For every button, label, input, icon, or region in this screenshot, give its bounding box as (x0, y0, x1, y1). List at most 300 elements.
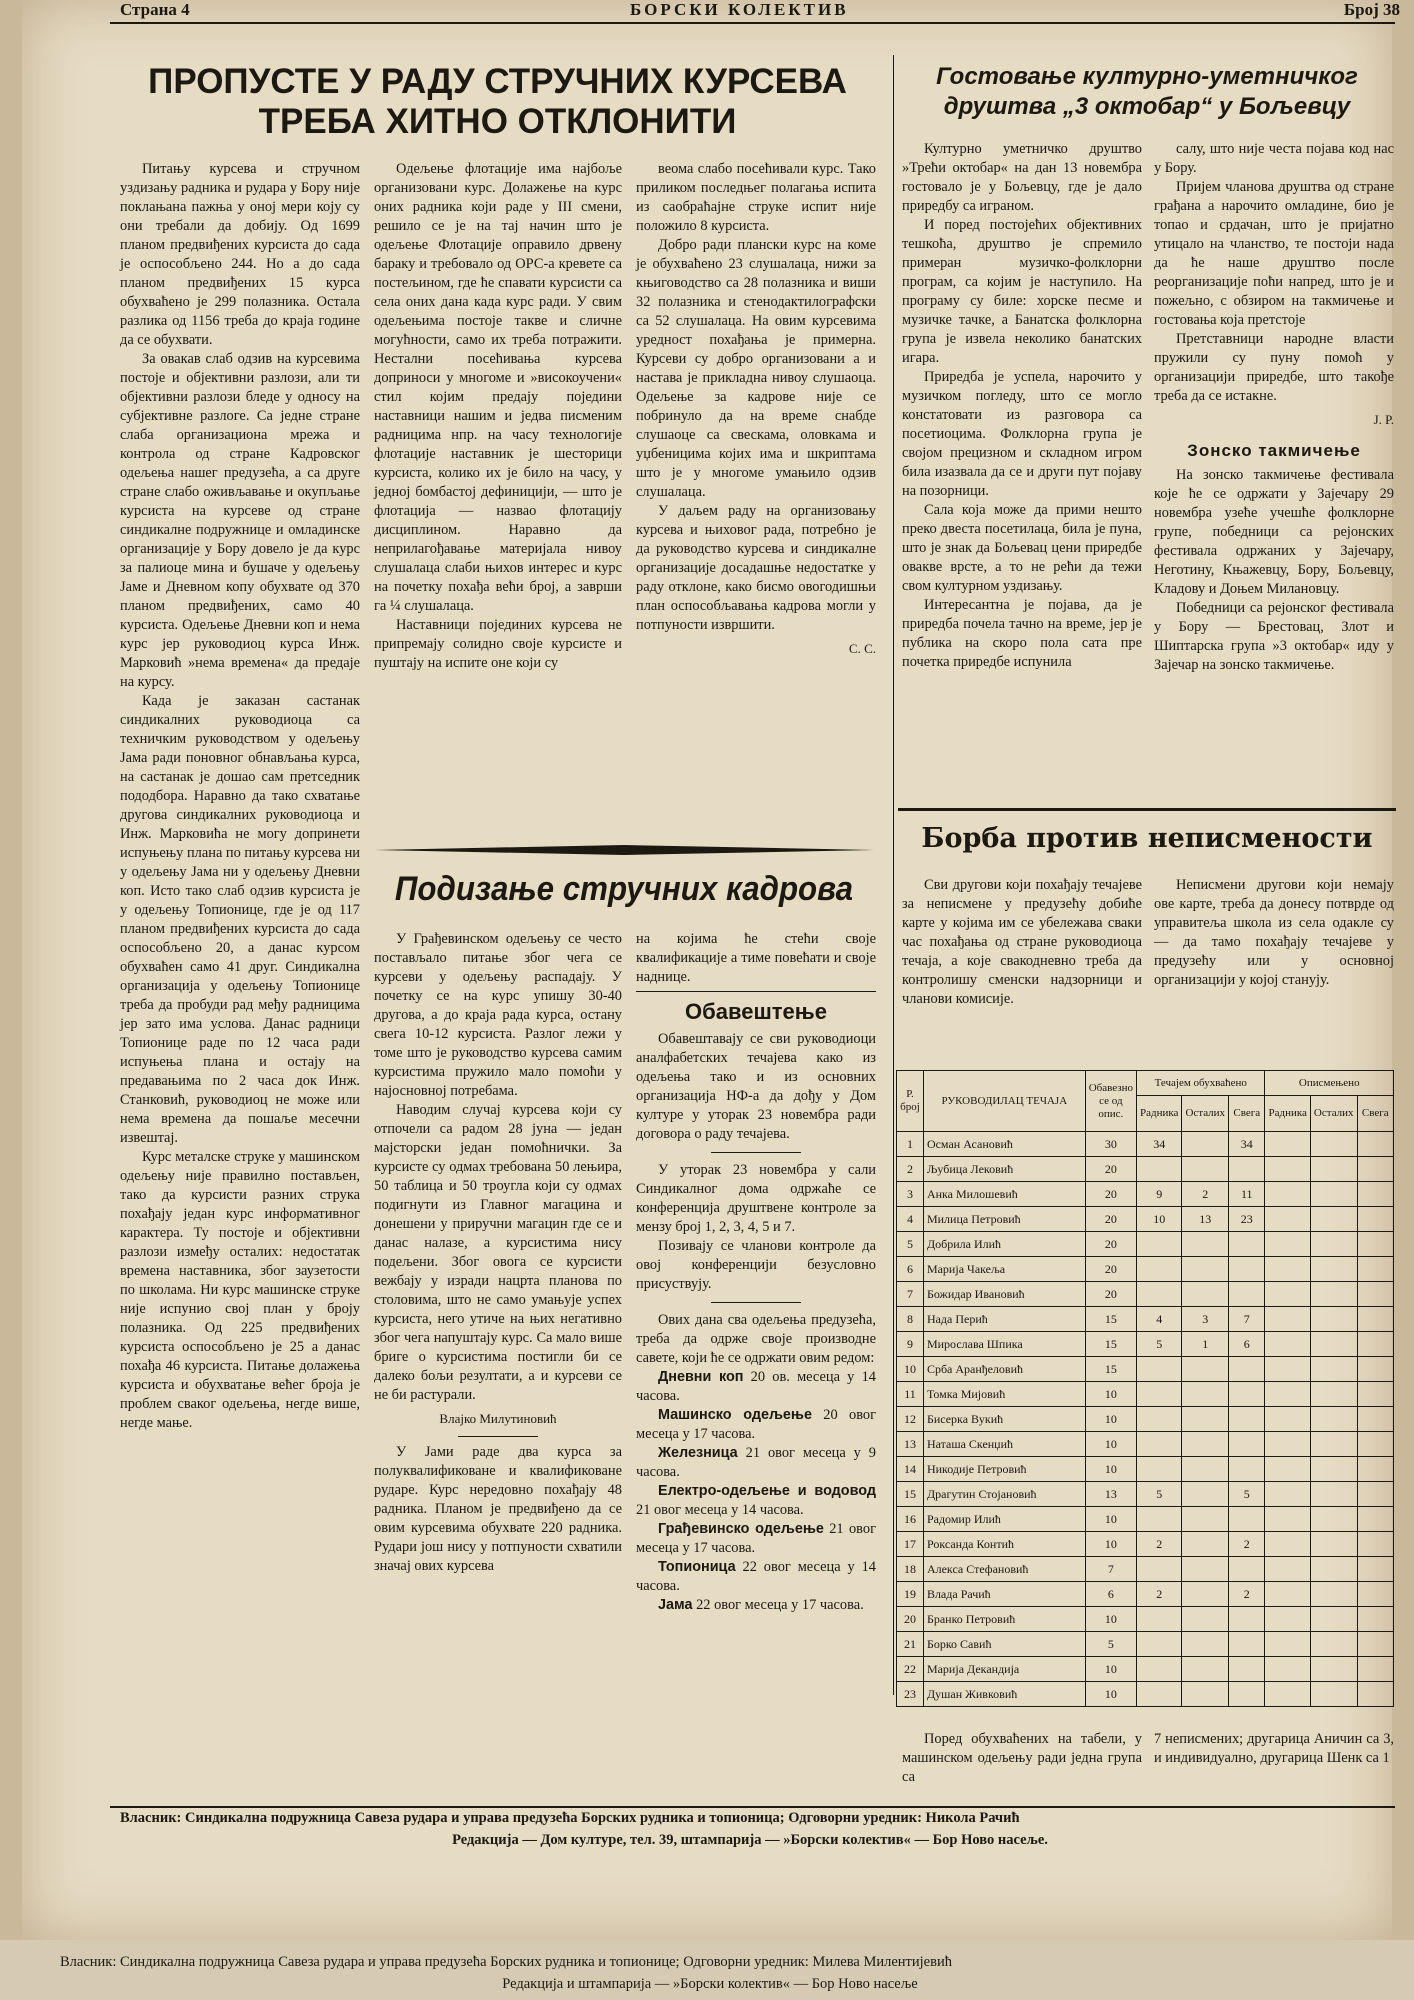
schedule-time: 21 овог месеца у 17 часова. (636, 1521, 876, 1556)
zonal-title: Зонско такмичење (1187, 441, 1361, 460)
table-cell-count: 10 (1085, 1682, 1136, 1707)
table-cell-empty (1310, 1607, 1357, 1632)
table-cell-empty (1357, 1407, 1393, 1432)
th-sub: Осталих (1310, 1096, 1357, 1132)
table-cell-empty (1310, 1582, 1357, 1607)
table-cell-name: Борко Савић (923, 1632, 1085, 1657)
literacy-col2 (1154, 876, 1394, 990)
table-cell-c (1229, 1507, 1265, 1532)
table-cell-no: 22 (897, 1657, 924, 1682)
table-cell-b (1182, 1682, 1229, 1707)
table-cell-name: Марија Чакеља (923, 1257, 1085, 1282)
table-cell-a (1137, 1507, 1182, 1532)
table-cell-no: 16 (897, 1507, 924, 1532)
table-cell-count: 10 (1085, 1457, 1136, 1482)
table-cell-b (1182, 1357, 1229, 1382)
zonal-p2: Победници са рејонског фестивала у Бору — Брестовац, Злот и Шиптарска група »3 октобар« иду у Зајечар на зонско такмичење. (1154, 600, 1394, 673)
schedule-dept: Грађевинско одељење (658, 1521, 824, 1537)
page-number: Страна 4 (120, 0, 190, 19)
table-cell-c (1229, 1357, 1265, 1382)
table-cell-name: Душан Живковић (923, 1682, 1085, 1707)
table-cell-count: 13 (1085, 1482, 1136, 1507)
table-cell-b (1182, 1507, 1229, 1532)
table-cell-empty (1265, 1382, 1310, 1407)
article3-signature: Влајко Милутиновић (439, 1411, 557, 1426)
table-cell-empty (1265, 1557, 1310, 1582)
table-cell-a: 2 (1137, 1532, 1182, 1557)
table-cell-empty (1357, 1257, 1393, 1282)
table-cell-b (1182, 1607, 1229, 1632)
literacy-after2 (1154, 1730, 1394, 1768)
th-count: Обавезно се од опис. (1085, 1071, 1136, 1132)
table-cell-name: Влада Рачић (923, 1582, 1085, 1607)
table-cell-b: 1 (1182, 1332, 1229, 1357)
table-cell-count: 10 (1085, 1607, 1136, 1632)
table-cell-count: 20 (1085, 1182, 1136, 1207)
table-cell-b (1182, 1482, 1229, 1507)
table-cell-a (1137, 1632, 1182, 1657)
table-row (897, 1482, 1394, 1507)
table-cell-count: 5 (1085, 1632, 1136, 1657)
article1-p2: За овакав слаб одзив на курсевима постоје и објективни разлози, али ти објективни разлози бледе у односу на субјективне разлоге. Са једне стране слаба организациона мрежа и контрола од стране Кадровског одељења нашег предузећа, а са друге стране слабо оживљавање и окупљање курсиста на курсеве од стране синдикалне подружнице и омладинске организације у Бору довело је да курс за палиоце мина и бушаче у одељењу Јаме и Дневном копу обухвате од 370 планом предвиђених, само 40 курсиста. Одељење Дневни коп и нема курс јер руководиоц курса Инж. Марковић »нема времена« да предаје на курсу. (120, 351, 360, 690)
table-cell-count: 10 (1085, 1432, 1136, 1457)
table-cell-empty (1265, 1182, 1310, 1207)
notice-p4: Ових дана сва одељења предузећа, треба да одрже своје производне савете, који ће се одржати овим редом: (636, 1312, 876, 1366)
table-cell-no: 18 (897, 1557, 924, 1582)
table-cell-no: 11 (897, 1382, 924, 1407)
notice-p3: Позивају се чланови контроле да овој конференцији безусловно присуствују. (636, 1238, 876, 1292)
schedule-dept: Јама (658, 1597, 693, 1613)
table-cell-a (1137, 1457, 1182, 1482)
table-cell-empty (1310, 1132, 1357, 1157)
table-row (897, 1532, 1394, 1557)
table-cell-name: Роксанда Контић (923, 1532, 1085, 1557)
footer-owner: Власник: Синдикална подружница Савеза рудара и управа предузећа Борских рудника и топионица; Одговорни уредник: Никола Рачић (120, 1810, 1020, 1826)
table-cell-b (1182, 1632, 1229, 1657)
literacy-p2: Неписмени другови који немају ове карте, треба да донесу потврде од управитеља школа из села одакле су — да тамо похађају течајеве у предузећу или у основној организацији у којој станују. (1154, 877, 1394, 988)
article1-title-line2: ТРЕБА ХИТНО ОТКЛОНИТИ (258, 102, 737, 141)
footer-next-owner: Власник: Синдикална подружница Савеза рудара и управа предузећа Борских рудника и топионице; Одговорни уредник: Милева Милентијевић (60, 1954, 952, 1970)
table-cell-empty (1357, 1607, 1393, 1632)
table-cell-c (1229, 1657, 1265, 1682)
table-cell-a (1137, 1407, 1182, 1432)
article1-col3 (636, 160, 876, 658)
table-cell-name: Срба Аранђеловић (923, 1357, 1085, 1382)
article1-p1: Питању курсева и стручном уздизању радника и рудара у Бору није поклањана пажња у оној мери коју су они требали да добију. Од 1699 планом предвиђених курсиста до сада је оспособљено 244. Но а до сада планом предвиђених 15 курса обухваћено је 299 полазника. Остала разлика од 1156 треба до краја године да се обухвати. (120, 161, 360, 348)
table-cell-name: Марија Декандија (923, 1657, 1085, 1682)
table-cell-empty (1357, 1682, 1393, 1707)
th-sub: Свега (1229, 1096, 1265, 1132)
table-cell-c (1229, 1407, 1265, 1432)
footer-rule (110, 1806, 1395, 1808)
table-cell-a: 34 (1137, 1132, 1182, 1157)
schedule-time: 22 овог месеца у 17 часова. (696, 1597, 864, 1613)
schedule-dept: Топионица (658, 1559, 736, 1575)
table-cell-empty (1310, 1332, 1357, 1357)
page-header (100, 0, 1400, 22)
table-cell-empty (1310, 1457, 1357, 1482)
table-cell-empty (1357, 1432, 1393, 1457)
table-cell-empty (1310, 1232, 1357, 1257)
column-rule (893, 55, 894, 1695)
table-cell-empty (1310, 1282, 1357, 1307)
table-cell-c (1229, 1157, 1265, 1182)
table-cell-c: 2 (1229, 1582, 1265, 1607)
table-cell-empty (1357, 1532, 1393, 1557)
table-row (897, 1257, 1394, 1282)
table-cell-c: 34 (1229, 1132, 1265, 1157)
table-cell-c (1229, 1457, 1265, 1482)
article1-signature: С. С. (848, 641, 876, 656)
table-cell-b: 2 (1182, 1182, 1229, 1207)
table-cell-b (1182, 1382, 1229, 1407)
table-cell-empty (1265, 1332, 1310, 1357)
table-row (897, 1507, 1394, 1532)
table-cell-count: 20 (1085, 1232, 1136, 1257)
table-cell-name: Никодије Петровић (923, 1457, 1085, 1482)
table-row (897, 1657, 1394, 1682)
table-cell-a (1137, 1607, 1182, 1632)
table-cell-empty (1357, 1207, 1393, 1232)
article2-signature: Ј. Р. (1373, 412, 1394, 427)
th-sub: Свега (1357, 1096, 1393, 1132)
table-cell-empty (1265, 1132, 1310, 1157)
th-leader: РУКОВОДИЛАЦ ТЕЧАЈА (923, 1071, 1085, 1132)
table-cell-empty (1265, 1482, 1310, 1507)
table-cell-empty (1357, 1307, 1393, 1332)
table-cell-empty (1310, 1407, 1357, 1432)
table-cell-b: 3 (1182, 1307, 1229, 1332)
table-cell-empty (1357, 1582, 1393, 1607)
literacy-p3: Поред обухваћених на табели, у машинском одељењу ради једна група са (902, 1731, 1142, 1785)
notice-separator (711, 1302, 801, 1303)
article2-p1: Културно уметничко друштво »Трећи октобар« на дан 13 новембра гостовало је у Бољевцу, где је дало приредбу са играном. (902, 141, 1142, 214)
table-cell-no: 21 (897, 1632, 924, 1657)
literacy-rule (898, 808, 1396, 811)
table-cell-count: 15 (1085, 1307, 1136, 1332)
table-cell-empty (1265, 1357, 1310, 1382)
ornament-divider (374, 843, 874, 857)
table-cell-name: Бисерка Вукић (923, 1407, 1085, 1432)
table-cell-empty (1310, 1182, 1357, 1207)
article2-title-line1: Гостовање културно-уметничког (936, 63, 1358, 90)
table-row (897, 1632, 1394, 1657)
table-cell-count: 10 (1085, 1657, 1136, 1682)
table-cell-c (1229, 1257, 1265, 1282)
table-cell-name: Радомир Илић (923, 1507, 1085, 1532)
paper-name: БОРСКИ КОЛЕКТИВ (630, 0, 849, 19)
article2-title-line2: друштва „3 октобар“ у Бољевцу (943, 93, 1351, 120)
table-cell-empty (1310, 1382, 1357, 1407)
table-cell-c (1229, 1232, 1265, 1257)
table-cell-no: 9 (897, 1332, 924, 1357)
article1-title (115, 62, 880, 142)
table-cell-b (1182, 1557, 1229, 1582)
table-cell-empty (1310, 1307, 1357, 1332)
article3-col2 (636, 930, 876, 1615)
table-cell-name: Бранко Петровић (923, 1607, 1085, 1632)
table-cell-name: Милица Петровић (923, 1207, 1085, 1232)
table-cell-empty (1310, 1532, 1357, 1557)
table-cell-count: 30 (1085, 1132, 1136, 1157)
table-cell-a: 2 (1137, 1582, 1182, 1607)
table-row (897, 1607, 1394, 1632)
article1-col2 (374, 160, 622, 673)
table-cell-b (1182, 1407, 1229, 1432)
table-row (897, 1282, 1394, 1307)
table-cell-a (1137, 1232, 1182, 1257)
table-cell-empty (1265, 1207, 1310, 1232)
schedule-dept: Машинско одељење (658, 1407, 812, 1423)
article2-p4: Сала која може да прими нешто преко двеста посетилаца, била је пуна, што је знак да Бољевац цени приредбе овакве врсте, а то не рећи да тежи свом културном уздизању. (902, 502, 1142, 594)
table-cell-a (1137, 1282, 1182, 1307)
table-cell-c: 23 (1229, 1207, 1265, 1232)
schedule-dept: Дневни коп (658, 1369, 744, 1385)
table-cell-name: Мирослава Шпика (923, 1332, 1085, 1357)
table-cell-empty (1357, 1232, 1393, 1257)
table-cell-empty (1265, 1407, 1310, 1432)
schedule-time: 22 овог месеца у 14 часова. (636, 1559, 876, 1594)
table-cell-a (1137, 1432, 1182, 1457)
article1-col1 (120, 160, 360, 1433)
table-cell-empty (1357, 1632, 1393, 1657)
schedule-list (636, 1368, 876, 1615)
notice-rule (636, 991, 876, 992)
table-cell-count: 10 (1085, 1382, 1136, 1407)
table-cell-empty (1265, 1532, 1310, 1557)
footer-next-editorial: Редакција и штампарија — »Борски колектив« — Бор Ново насеље (502, 1976, 918, 1992)
notice-separator (711, 1152, 801, 1153)
table-cell-empty (1310, 1557, 1357, 1582)
table-cell-c: 11 (1229, 1182, 1265, 1207)
table-cell-no: 13 (897, 1432, 924, 1457)
table-cell-b (1182, 1282, 1229, 1307)
table-cell-empty (1265, 1457, 1310, 1482)
table-cell-empty (1265, 1257, 1310, 1282)
schedule-time: 21 овог месеца у 9 часова. (636, 1445, 876, 1480)
table-cell-empty (1310, 1507, 1357, 1532)
table-row (897, 1682, 1394, 1707)
table-row (897, 1207, 1394, 1232)
table-cell-b (1182, 1232, 1229, 1257)
literacy-table (896, 1070, 1394, 1707)
table-cell-empty (1357, 1157, 1393, 1182)
notice-title: Обавештење (685, 999, 827, 1024)
table-cell-count: 10 (1085, 1407, 1136, 1432)
article2-title (898, 62, 1396, 122)
table-cell-c (1229, 1632, 1265, 1657)
table-cell-empty (1265, 1432, 1310, 1457)
table-cell-empty (1265, 1232, 1310, 1257)
schedule-time: 20 овог месеца у 17 часова. (636, 1407, 876, 1442)
table-cell-b (1182, 1657, 1229, 1682)
table-cell-empty (1265, 1582, 1310, 1607)
table-cell-no: 10 (897, 1357, 924, 1382)
table-cell-c: 6 (1229, 1332, 1265, 1357)
table-cell-c (1229, 1282, 1265, 1307)
table-cell-name: Анка Милошевић (923, 1182, 1085, 1207)
table-cell-a: 4 (1137, 1307, 1182, 1332)
list-item (636, 1444, 876, 1482)
table-cell-no: 17 (897, 1532, 924, 1557)
table-cell-empty (1357, 1482, 1393, 1507)
table-cell-name: Драгутин Стојановић (923, 1482, 1085, 1507)
table-cell-b (1182, 1582, 1229, 1607)
table-cell-c (1229, 1432, 1265, 1457)
table-cell-c: 7 (1229, 1307, 1265, 1332)
article1-p5: Одељење флотације има најбоље организовани курс. Долажење на курс оних радника који раде у III смени, решило се је на тај начин што је одељење Флотације оправило дрвену бараку и требовало од ОРС-а креветe са постељином, где ће спавати курсисти са села оних дана када курс ради. У свим одељењима постоје такве и сличне могућности, само их треба потражити. Нестални посећивања курсева доприноси у многоме и »високоучени« стил којим предају поједини наставници нашим и једва писменим радницима нпр. на часу технологије флотације наставник је шесторици курсиста, колико их је било на часу, у једној бомбастој дефиницији, — што је флотација — назвао флотацију дисциплином. Наравно да неприлагођавање материјала нивоу слушалаца слаби њихов интерес и курс на почетку похађа већи број, а заврши га ¼ слушалаца. (374, 161, 622, 614)
article2-p5: Интересантна је појава, да је приредба почела тачно на време, јер је публика на скоро пола сата пре почетка приредбе испунила (902, 597, 1142, 670)
literacy-table-body (897, 1132, 1394, 1707)
table-cell-a: 9 (1137, 1182, 1182, 1207)
table-cell-no: 4 (897, 1207, 924, 1232)
table-cell-a: 5 (1137, 1482, 1182, 1507)
table-cell-name: Нада Перић (923, 1307, 1085, 1332)
table-row (897, 1557, 1394, 1582)
table-cell-a (1137, 1682, 1182, 1707)
article2-p7: Пријем чланова друштва од стране грађана а нарочито омладине, био је топао и срдачан, што је пријатно утицало на чланство, те постоји нада да ће наше друштво после реорганизације поћи напред, што је и пожељно, с обзиром на такмичење и гостовања која претстоје (1154, 179, 1394, 328)
table-row (897, 1457, 1394, 1482)
article1-p7: веома слабо посећивали курс. Тако приликом последњег полагања испита из саобраћајне струке испит није положило 8 курсиста. (636, 161, 876, 234)
table-cell-b: 13 (1182, 1207, 1229, 1232)
table-cell-no: 1 (897, 1132, 924, 1157)
table-cell-empty (1265, 1507, 1310, 1532)
table-row (897, 1407, 1394, 1432)
table-cell-c (1229, 1382, 1265, 1407)
table-cell-name: Божидар Ивановић (923, 1282, 1085, 1307)
th-sub: Радника (1265, 1096, 1310, 1132)
table-cell-a (1137, 1657, 1182, 1682)
th-no: Р. број (897, 1071, 924, 1132)
table-cell-empty (1357, 1382, 1393, 1407)
literacy-p1: Сви другови који похађају течајеве за неписмене у предузећу добиће карте у којима им се убележава сваки час похађања од стране руководиоца течаја, а које свакодневно треба да контролишу сменски надзорници и чланови комисије. (902, 877, 1142, 1007)
table-cell-count: 15 (1085, 1332, 1136, 1357)
list-item (636, 1520, 876, 1558)
article3-title: Подизање стручних кадрова (394, 870, 854, 908)
list-item (636, 1368, 876, 1406)
table-cell-c (1229, 1557, 1265, 1582)
table-cell-empty (1310, 1357, 1357, 1382)
table-cell-c (1229, 1607, 1265, 1632)
th-sub: Радника (1137, 1096, 1182, 1132)
th-sub: Осталих (1182, 1096, 1229, 1132)
table-cell-count: 10 (1085, 1532, 1136, 1557)
article2-p6: салу, што није честа појава код нас у Бору. (1154, 141, 1394, 176)
table-cell-count: 15 (1085, 1357, 1136, 1382)
table-cell-empty (1265, 1157, 1310, 1182)
table-cell-b (1182, 1432, 1229, 1457)
table-row (897, 1432, 1394, 1457)
table-cell-name: Добрила Илић (923, 1232, 1085, 1257)
table-cell-name: Осман Асановић (923, 1132, 1085, 1157)
list-item (636, 1596, 876, 1615)
literacy-p4: 7 неписмених; другарица Аничин са 3, и индивидуално, другарица Шенк са 1 (1154, 1731, 1394, 1766)
table-cell-empty (1357, 1132, 1393, 1157)
table-row (897, 1132, 1394, 1157)
table-cell-a (1137, 1257, 1182, 1282)
table-cell-b (1182, 1157, 1229, 1182)
table-cell-c: 5 (1229, 1482, 1265, 1507)
table-cell-no: 7 (897, 1282, 924, 1307)
table-cell-no: 14 (897, 1457, 924, 1482)
list-item (636, 1482, 876, 1520)
table-row (897, 1357, 1394, 1382)
table-cell-no: 8 (897, 1307, 924, 1332)
table-cell-empty (1357, 1357, 1393, 1382)
table-row (897, 1332, 1394, 1357)
table-cell-no: 15 (897, 1482, 924, 1507)
table-cell-empty (1310, 1632, 1357, 1657)
th-group2: Описмењено (1265, 1071, 1394, 1096)
table-cell-empty (1265, 1607, 1310, 1632)
table-cell-empty (1357, 1507, 1393, 1532)
schedule-time: 20 ов. месеца у 14 часова. (636, 1369, 876, 1404)
table-row (897, 1382, 1394, 1407)
table-cell-no: 6 (897, 1257, 924, 1282)
table-cell-a (1137, 1382, 1182, 1407)
table-cell-count: 20 (1085, 1282, 1136, 1307)
table-row (897, 1157, 1394, 1182)
table-cell-count: 20 (1085, 1207, 1136, 1232)
table-cell-no: 19 (897, 1582, 924, 1607)
table-cell-a: 10 (1137, 1207, 1182, 1232)
literacy-after1 (902, 1730, 1142, 1787)
notice-p2: У уторак 23 новембра у сали Синдикалног дома одржаће се конференција друштвене контроле за мензу број 1, 2, 3, 4, 5 и 7. (636, 1162, 876, 1235)
table-cell-name: Наташа Скенџић (923, 1432, 1085, 1457)
table-cell-a (1137, 1157, 1182, 1182)
table-cell-empty (1265, 1682, 1310, 1707)
article1-p9: У даљем раду на организовању курсева и њиховог рада, потребно је да руководство курсева и синдикалне организације досадашње недостатке у раду отклоне, како бисмо овогодишњи план оспособљавања кадрова могли у потпуности извршити. (636, 503, 876, 633)
schedule-dept: Железница (658, 1445, 738, 1461)
table-cell-a: 5 (1137, 1332, 1182, 1357)
table-row (897, 1582, 1394, 1607)
table-cell-empty (1357, 1332, 1393, 1357)
table-cell-empty (1357, 1182, 1393, 1207)
article3-p3: У Јами раде два курса за полуквалификоване и квалификоване рударе. Курс нередовно похађају 48 радника. Планом је предвиђено да се овим курсевима обухвате 220 радника. Рудари још нису у потпуности схватили значај ових курсева (374, 1444, 622, 1574)
schedule-dept: Електро-одељење и водовод (658, 1483, 876, 1499)
table-cell-a (1137, 1357, 1182, 1382)
table-cell-b (1182, 1257, 1229, 1282)
table-row (897, 1232, 1394, 1257)
table-cell-empty (1265, 1282, 1310, 1307)
table-cell-c: 2 (1229, 1532, 1265, 1557)
table-cell-b (1182, 1457, 1229, 1482)
list-item (636, 1558, 876, 1596)
table-cell-empty (1265, 1632, 1310, 1657)
table-cell-no: 12 (897, 1407, 924, 1432)
article1-p3: Када је заказан састанак синдикалних руководиоца са техничким руководством у одељењу Јама ради поновног обнављања курса, на састанак је дошао сам претседник пододбора. Наравно да тако схватање другова синдикалних руководиоца и Инж. Марковића не могу допринети испуњењу плана по питању курсева ни у одељењу Јама ни у одељењу Дневни коп. Исто тако слаб одзив курсиста је у одељењу Топионице, где је од 117 планом предвиђених курсиста до сада оспособљено 20, а данас курсом обухваћен само 41 друг. Синдикална организација у одељењу Топионице треба да пробуди рад међу радницима јер зато има услова. Данас радници Топионице раде по 12 часа ради испуњења плана и остају на предавањима по 2 часа док Инж. Станковић, руководиоц не може или нема времена да пошаље месечни извештај. (120, 693, 361, 1146)
table-cell-no: 23 (897, 1682, 924, 1707)
table-cell-count: 20 (1085, 1157, 1136, 1182)
zonal-p1: На зонско такмичење фестивала које ће се одржати у Зајечару 29 новембра узеће учешће фолклорне групе, победници са рејонских фестивала одржаних у Зајечару, Неготину, Књажевцу, Бору, Бољевцу, Кладову и Доњем Милановцу. (1154, 467, 1394, 597)
article2-col1 (902, 140, 1142, 672)
table-cell-name: Томка Мијовић (923, 1382, 1085, 1407)
table-cell-empty (1357, 1657, 1393, 1682)
literacy-title: Борба против неписмености (921, 823, 1373, 854)
table-cell-no: 5 (897, 1232, 924, 1257)
table-cell-no: 20 (897, 1607, 924, 1632)
article1-p8: Добро ради плански курс на коме је обухваћено 23 слушалаца, нижи за књиговодство са 28 полазника и виши 32 полазника и стенодактилографски са 52 слушалаца. На овим курсевима уредност похађања је примерна. Курсеви су добро организовани а и настава је прикладна нивоу слушаоца. Одељење за кадрове није се побринуло да на време снабде слушаоце са свескама, оловкама и уџбеницима којих има и шкриптама што је у многоме умањило одзив слушалаца. (636, 237, 876, 500)
table-cell-a (1137, 1557, 1182, 1582)
list-item (636, 1406, 876, 1444)
article3-p4: на којима ће стећи своје квалификације а тиме повећати и своје наднице. (636, 931, 876, 985)
table-cell-empty (1310, 1257, 1357, 1282)
table-cell-empty (1357, 1282, 1393, 1307)
table-cell-empty (1265, 1657, 1310, 1682)
article1-title-line1: ПРОПУСТЕ У РАДУ СТРУЧНИХ КУРСЕВА (148, 62, 847, 101)
table-cell-empty (1310, 1682, 1357, 1707)
article2-p2: И поред постојећих објективних тешкоћа, друштво је спремило примеран музичко-фолклорни програм, са којим је наступило. На програму су биле: хорске песме и музичке тачке, а Банатска фолклорна група је извела неколико банатских игара. (902, 217, 1142, 366)
